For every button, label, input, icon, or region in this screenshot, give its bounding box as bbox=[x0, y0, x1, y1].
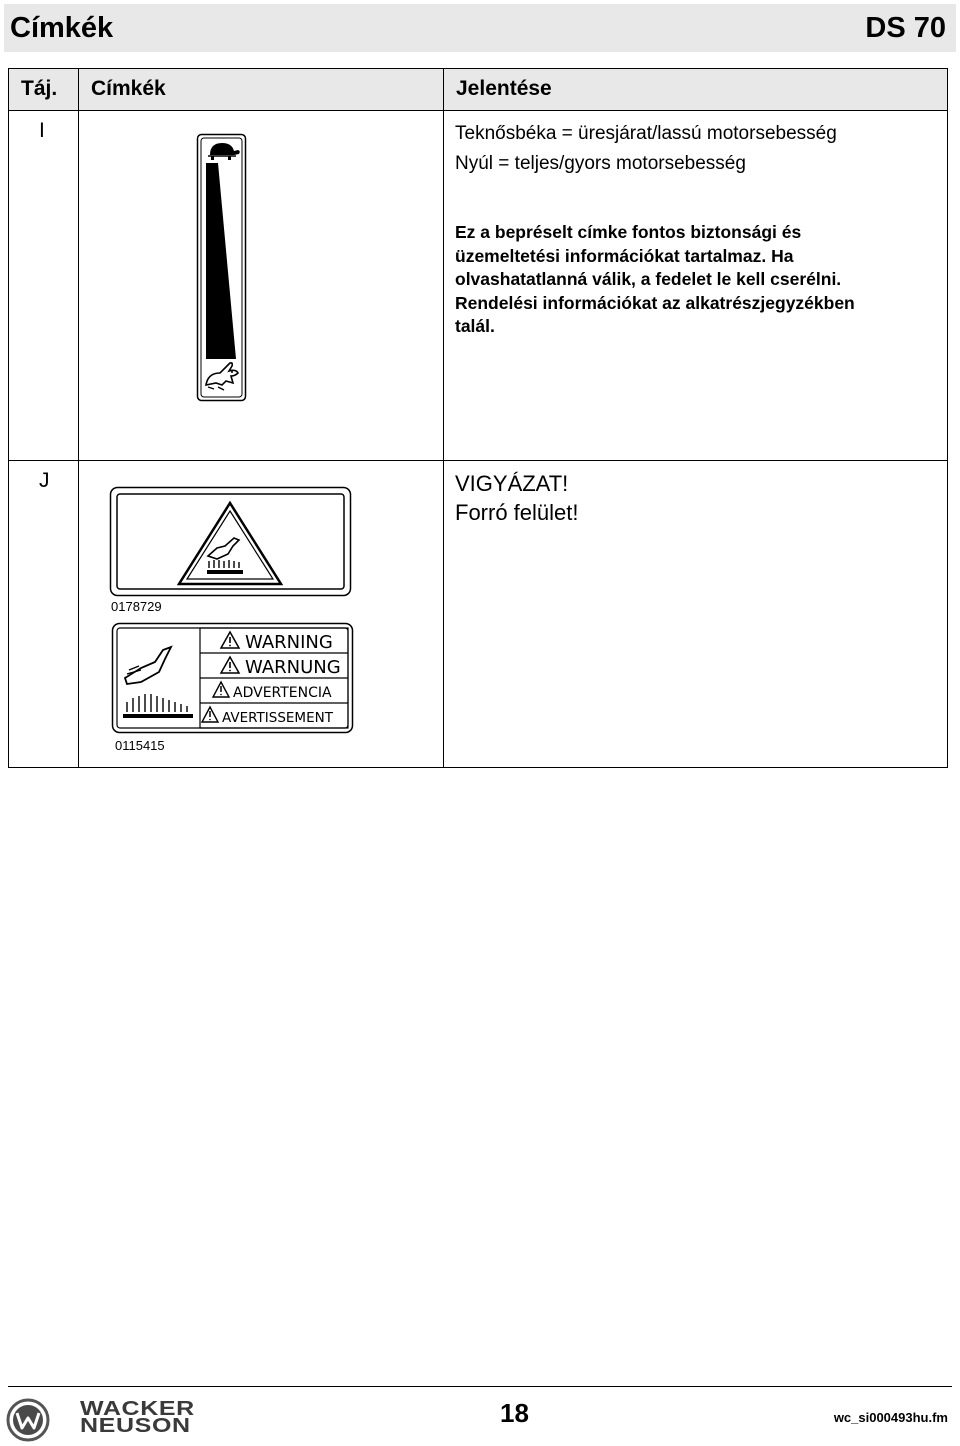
column-header-cimkek: Címkék bbox=[79, 69, 444, 111]
meaning-cell bbox=[444, 111, 948, 461]
rabbit-meaning: Nyúl = teljes/gyors motorsebesség bbox=[455, 153, 746, 174]
row-id: I bbox=[9, 111, 79, 461]
multilingual-warning-label-image bbox=[111, 622, 355, 734]
caution-heading: VIGYÁZAT! bbox=[455, 471, 569, 496]
meaning-cell bbox=[444, 461, 948, 768]
column-header-jelentese: Jelentése bbox=[444, 69, 948, 111]
wacker-neuson-logo-icon bbox=[6, 1398, 50, 1442]
page-header bbox=[4, 4, 956, 52]
warning-text-en: WARNING bbox=[245, 632, 333, 653]
page-title: Címkék bbox=[10, 11, 114, 44]
table-header-row bbox=[9, 69, 948, 111]
page-number: 18 bbox=[500, 1398, 529, 1428]
label-image-cell bbox=[79, 461, 444, 768]
model-name: DS 70 bbox=[865, 11, 946, 44]
label-image-cell bbox=[79, 111, 444, 461]
labels-table bbox=[8, 68, 948, 768]
file-name: wc_si000493hu.fm bbox=[833, 1410, 948, 1425]
warning-text-de: WARNUNG bbox=[245, 657, 341, 678]
turtle-meaning: Teknősbéka = üresjárat/lassú motorsebesség bbox=[455, 123, 837, 144]
column-header-taj: Táj. bbox=[9, 69, 79, 111]
table-row bbox=[9, 111, 948, 461]
brand-name: WACKER NEUSON bbox=[80, 1398, 195, 1437]
hot-surface-text: Forró felület! bbox=[455, 500, 579, 525]
hot-surface-label-image bbox=[109, 486, 353, 598]
row-id: J bbox=[9, 461, 79, 768]
warning-text-fr: AVERTISSEMENT bbox=[222, 710, 333, 726]
warning-text-es: ADVERTENCIA bbox=[233, 685, 332, 701]
decal-info-text: Ez a bepréselt címke fontos biztonsági és üzemeltetési információkat tartalmaz. Ha olvashatatlanná válik, a fedelet le kell cserélni. Rendelési információkat az alkatrészjegyzékben talál. bbox=[455, 222, 855, 336]
footer-divider bbox=[8, 1386, 952, 1387]
table-row bbox=[9, 461, 948, 768]
part-number: 0178729 bbox=[111, 599, 162, 614]
part-number: 0115415 bbox=[115, 738, 165, 753]
throttle-label-image bbox=[196, 133, 248, 403]
